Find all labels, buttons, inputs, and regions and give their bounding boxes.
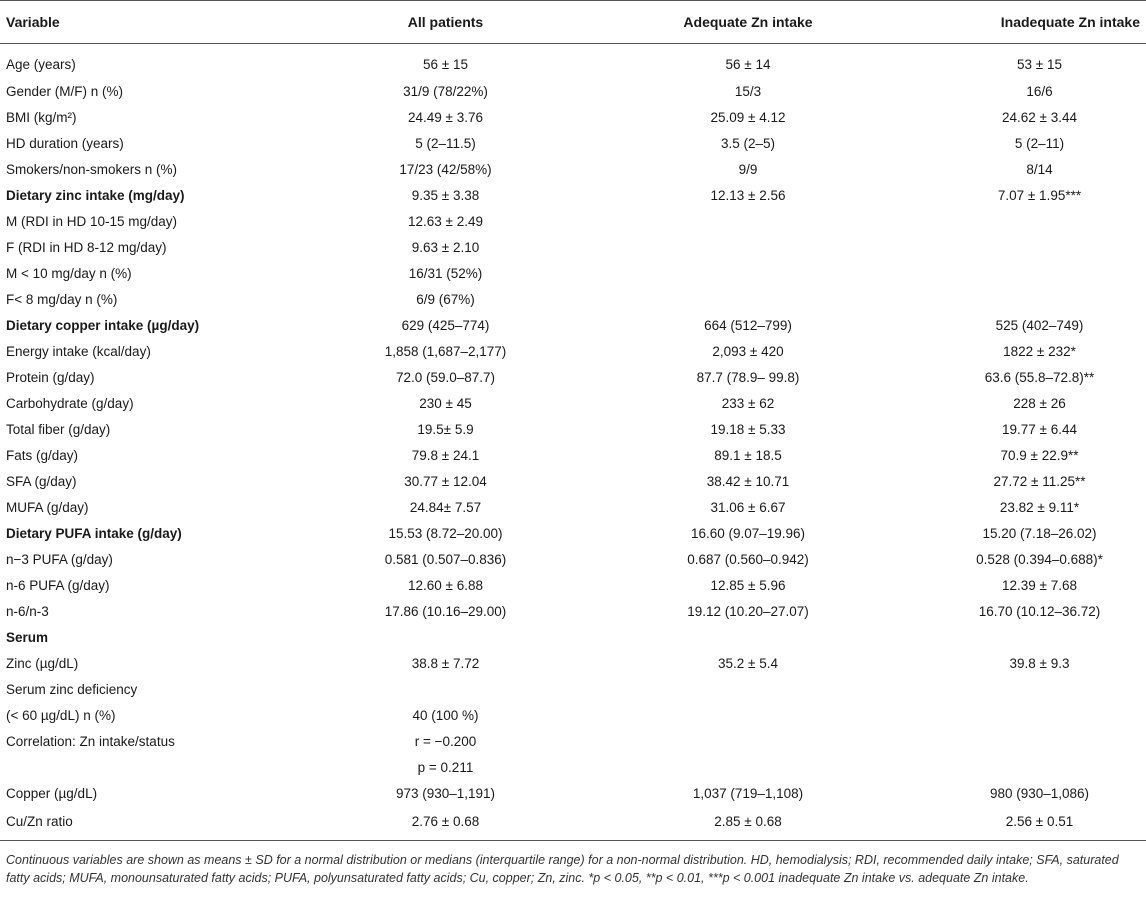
cell-adequate-zn: 56 ± 14 xyxy=(725,56,771,72)
row-label: Copper (µg/dL) xyxy=(6,785,98,801)
cell-adequate-zn: 2,093 ± 420 xyxy=(712,343,784,359)
cell-adequate-zn: 31.06 ± 6.67 xyxy=(710,499,786,515)
row-label: Dietary copper intake (µg/day) xyxy=(6,317,200,333)
cell-inadequate-zn: 980 (930–1,086) xyxy=(989,785,1090,801)
cell-all-patients: 2.76 ± 0.68 xyxy=(292,806,597,841)
table-row xyxy=(0,754,1146,780)
cell-all-patients: 15.53 (8.72–20.00) xyxy=(388,525,503,541)
cell-all-patients: 629 (425–774) xyxy=(401,317,490,333)
cell-adequate-zn: 89.1 ± 18.5 xyxy=(714,447,782,463)
table-header-row xyxy=(0,1,1146,44)
row-label: Gender (M/F) n (%) xyxy=(6,83,124,99)
cell-adequate-zn: 12.85 ± 5.96 xyxy=(710,577,786,593)
table-row xyxy=(0,312,1146,338)
row-label: M < 10 mg/day n (%) xyxy=(6,265,132,281)
cell-inadequate-zn: 7.07 ± 1.95*** xyxy=(997,187,1082,203)
cell-adequate-zn: 16.60 (9.07–19.96) xyxy=(690,525,806,541)
cell-adequate-zn: 0.687 (0.560–0.942) xyxy=(687,551,809,567)
cell-adequate-zn: 38.42 ± 10.71 xyxy=(706,473,790,489)
cell-all-patients: 1,858 (1,687–2,177) xyxy=(384,343,507,359)
table-row xyxy=(0,338,1146,364)
cell-inadequate-zn: 15.20 (7.18–26.02) xyxy=(982,525,1097,541)
row-label: (< 60 µg/dL) n (%) xyxy=(6,707,116,723)
row-label: Energy intake (kcal/day) xyxy=(6,343,151,359)
cell-all-patients: 30.77 ± 12.04 xyxy=(404,473,487,489)
row-label: Carbohydrate (g/day) xyxy=(6,395,134,411)
table-row xyxy=(0,182,1146,208)
cell-inadequate-zn: 27.72 ± 11.25** xyxy=(993,473,1086,489)
cell-adequate-zn: 664 (512–799) xyxy=(704,317,792,333)
cell-inadequate-zn xyxy=(897,624,1146,650)
cell-inadequate-zn xyxy=(897,286,1146,312)
cell-inadequate-zn: 525 (402–749) xyxy=(995,317,1084,333)
table-row xyxy=(0,44,1146,79)
table-row xyxy=(0,260,1146,286)
cell-all-patients: 12.63 ± 2.49 xyxy=(408,213,483,229)
row-label: Protein (g/day) xyxy=(6,369,95,385)
cell-inadequate-zn xyxy=(897,234,1146,260)
cell-all-patients: 9.63 ± 2.10 xyxy=(411,239,480,255)
row-label: M (RDI in HD 10-15 mg/day) xyxy=(6,213,178,229)
cell-inadequate-zn: 228 ± 26 xyxy=(1013,395,1066,411)
table-row xyxy=(0,156,1146,182)
cell-all-patients: 12.60 ± 6.88 xyxy=(408,577,483,593)
cell-adequate-zn xyxy=(597,624,897,650)
table-row xyxy=(0,208,1146,234)
row-label: Fats (g/day) xyxy=(6,447,79,463)
row-label: Total fiber (g/day) xyxy=(6,421,111,437)
table-row xyxy=(0,650,1146,676)
cell-adequate-zn xyxy=(597,754,897,780)
cell-adequate-zn xyxy=(597,676,897,702)
cell-inadequate-zn: 24.62 ± 3.44 xyxy=(1002,109,1077,125)
cell-adequate-zn: 1,037 (719–1,108) xyxy=(692,785,804,801)
row-label: Dietary zinc intake (mg/day) xyxy=(6,187,185,203)
table-row xyxy=(0,806,1146,841)
cell-adequate-zn xyxy=(597,728,897,754)
cell-adequate-zn: 233 ± 62 xyxy=(721,395,775,411)
cell-all-patients: 973 (930–1,191) xyxy=(395,785,496,801)
row-label: Serum zinc deficiency xyxy=(6,681,138,697)
cell-inadequate-zn: 53 ± 15 xyxy=(1017,56,1062,72)
table-row xyxy=(0,780,1146,806)
cell-all-patients: 24.49 ± 3.76 xyxy=(408,109,483,125)
cell-inadequate-zn: 12.39 ± 7.68 xyxy=(1002,577,1077,593)
table-row xyxy=(0,442,1146,468)
row-label: Age (years) xyxy=(6,56,76,72)
row-label: Dietary PUFA intake (g/day) xyxy=(6,525,182,541)
cell-inadequate-zn: 70.9 ± 22.9** xyxy=(1000,447,1079,463)
cell-all-patients: 56 ± 15 xyxy=(423,56,468,72)
row-label xyxy=(0,754,292,780)
header-all-patients: All patients xyxy=(292,1,597,44)
cell-inadequate-zn: 23.82 ± 9.11* xyxy=(999,499,1080,515)
cell-inadequate-zn xyxy=(897,754,1146,780)
cell-all-patients xyxy=(292,624,597,650)
cell-all-patients xyxy=(292,676,597,702)
cell-adequate-zn: 19.18 ± 5.33 xyxy=(710,421,786,437)
row-label: F (RDI in HD 8-12 mg/day) xyxy=(6,239,167,255)
row-label: Smokers/non-smokers n (%) xyxy=(6,161,178,177)
table-row xyxy=(0,286,1146,312)
cell-adequate-zn xyxy=(597,208,897,234)
cell-all-patients: 17.86 (10.16–29.00) xyxy=(384,603,507,619)
cell-inadequate-zn: 63.6 (55.8–72.8)** xyxy=(984,369,1095,385)
table-row xyxy=(0,572,1146,598)
table-row xyxy=(0,728,1146,754)
row-label: Serum xyxy=(6,629,49,645)
table-row xyxy=(0,364,1146,390)
cell-all-patients: 38.8 ± 7.72 xyxy=(411,655,480,671)
cell-adequate-zn: 2.85 ± 0.68 xyxy=(597,806,897,841)
row-label: F< 8 mg/day n (%) xyxy=(6,291,118,307)
cell-adequate-zn: 19.12 (10.20–27.07) xyxy=(687,603,809,619)
row-label: MUFA (g/day) xyxy=(6,499,89,515)
table-row xyxy=(0,468,1146,494)
header-adequate-zn: Adequate Zn intake xyxy=(597,1,897,44)
cell-adequate-zn: 35.2 ± 5.4 xyxy=(718,655,778,671)
cell-all-patients: 79.8 ± 24.1 xyxy=(411,447,480,463)
table-row xyxy=(0,130,1146,156)
cell-adequate-zn: 15/3 xyxy=(734,83,762,99)
table-row xyxy=(0,390,1146,416)
cell-inadequate-zn xyxy=(897,728,1146,754)
table-row xyxy=(0,416,1146,442)
table-row xyxy=(0,624,1146,650)
cell-adequate-zn: 9/9 xyxy=(738,161,758,177)
row-label: n-6/n-3 xyxy=(6,603,49,619)
table-row xyxy=(0,546,1146,572)
cell-inadequate-zn xyxy=(897,260,1146,286)
cell-inadequate-zn: 1822 ± 232* xyxy=(1003,343,1076,359)
cell-adequate-zn xyxy=(597,260,897,286)
row-label: n−3 PUFA (g/day) xyxy=(6,551,113,567)
table-row xyxy=(0,104,1146,130)
cell-all-patients: 5 (2–11.5) xyxy=(415,135,476,151)
cell-all-patients: 9.35 ± 3.38 xyxy=(411,187,480,203)
row-label: Zinc (µg/dL) xyxy=(6,655,79,671)
cell-all-patients: 31/9 (78/22%) xyxy=(403,83,488,99)
cell-all-patients: 72.0 (59.0–87.7) xyxy=(395,369,496,385)
cell-all-patients: 230 ± 45 xyxy=(419,395,472,411)
row-label: SFA (g/day) xyxy=(6,473,77,489)
cell-inadequate-zn xyxy=(897,676,1146,702)
cell-inadequate-zn xyxy=(897,208,1146,234)
row-label: n-6 PUFA (g/day) xyxy=(6,577,110,593)
cell-inadequate-zn: 2.56 ± 0.51 xyxy=(897,806,1146,841)
cell-inadequate-zn: 39.8 ± 9.3 xyxy=(1009,655,1070,671)
header-variable: Variable xyxy=(0,1,292,44)
table-footnote: Continuous variables are shown as means ± SD for a normal distribution or medians (interquartile range) for a non-normal distribution. HD, hemodialysis; RDI, recommended daily intake; SFA, saturated fatty acids; MUFA, monounsaturated fatty acids; PUFA, polyunsaturated fatty acids; Cu, copper; Zn, zinc. *p < 0.05, **p < 0.01, ***p < 0.001 inadequate Zn intake vs. adequate Zn intake. xyxy=(6,853,1119,885)
cell-inadequate-zn: 5 (2–11) xyxy=(1014,135,1065,151)
cell-all-patients: 6/9 (67%) xyxy=(416,291,475,307)
cell-inadequate-zn xyxy=(897,702,1146,728)
cell-all-patients: 24.84± 7.57 xyxy=(409,499,482,515)
cell-all-patients: 16/31 (52%) xyxy=(408,265,483,281)
cell-adequate-zn: 25.09 ± 4.12 xyxy=(710,109,786,125)
table-row xyxy=(0,234,1146,260)
cell-all-patients: p = 0.211 xyxy=(417,759,474,775)
cell-inadequate-zn: 16.70 (10.12–36.72) xyxy=(978,603,1101,619)
table-body xyxy=(0,44,1146,841)
cell-inadequate-zn: 0.528 (0.394–0.688)* xyxy=(976,551,1103,567)
row-label: Cu/Zn ratio xyxy=(0,806,292,841)
cell-all-patients: 0.581 (0.507–0.836) xyxy=(384,551,507,567)
cell-inadequate-zn: 19.77 ± 6.44 xyxy=(1002,421,1077,437)
table-row xyxy=(0,494,1146,520)
cell-adequate-zn xyxy=(597,286,897,312)
cell-adequate-zn: 3.5 (2–5) xyxy=(720,135,776,151)
table-row xyxy=(0,598,1146,624)
cell-all-patients: r = −0.200 xyxy=(414,733,477,749)
cell-inadequate-zn: 8/14 xyxy=(1026,161,1053,177)
row-label: BMI (kg/m²) xyxy=(6,109,77,125)
table-row xyxy=(0,78,1146,104)
table-row xyxy=(0,520,1146,546)
cell-adequate-zn: 87.7 (78.9– 99.8) xyxy=(696,369,800,385)
cell-all-patients: 17/23 (42/58%) xyxy=(399,161,492,177)
cell-adequate-zn xyxy=(597,234,897,260)
row-label: HD duration (years) xyxy=(6,135,124,151)
table-row xyxy=(0,702,1146,728)
cell-all-patients: 19.5± 5.9 xyxy=(417,421,474,437)
header-inadequate-zn: Inadequate Zn intake xyxy=(897,1,1146,44)
cell-all-patients: 40 (100 %) xyxy=(412,707,479,723)
table-row xyxy=(0,676,1146,702)
cell-adequate-zn xyxy=(597,702,897,728)
row-label: Correlation: Zn intake/status xyxy=(6,733,175,749)
cell-inadequate-zn: 16/6 xyxy=(1026,83,1053,99)
cell-adequate-zn: 12.13 ± 2.56 xyxy=(710,187,786,203)
